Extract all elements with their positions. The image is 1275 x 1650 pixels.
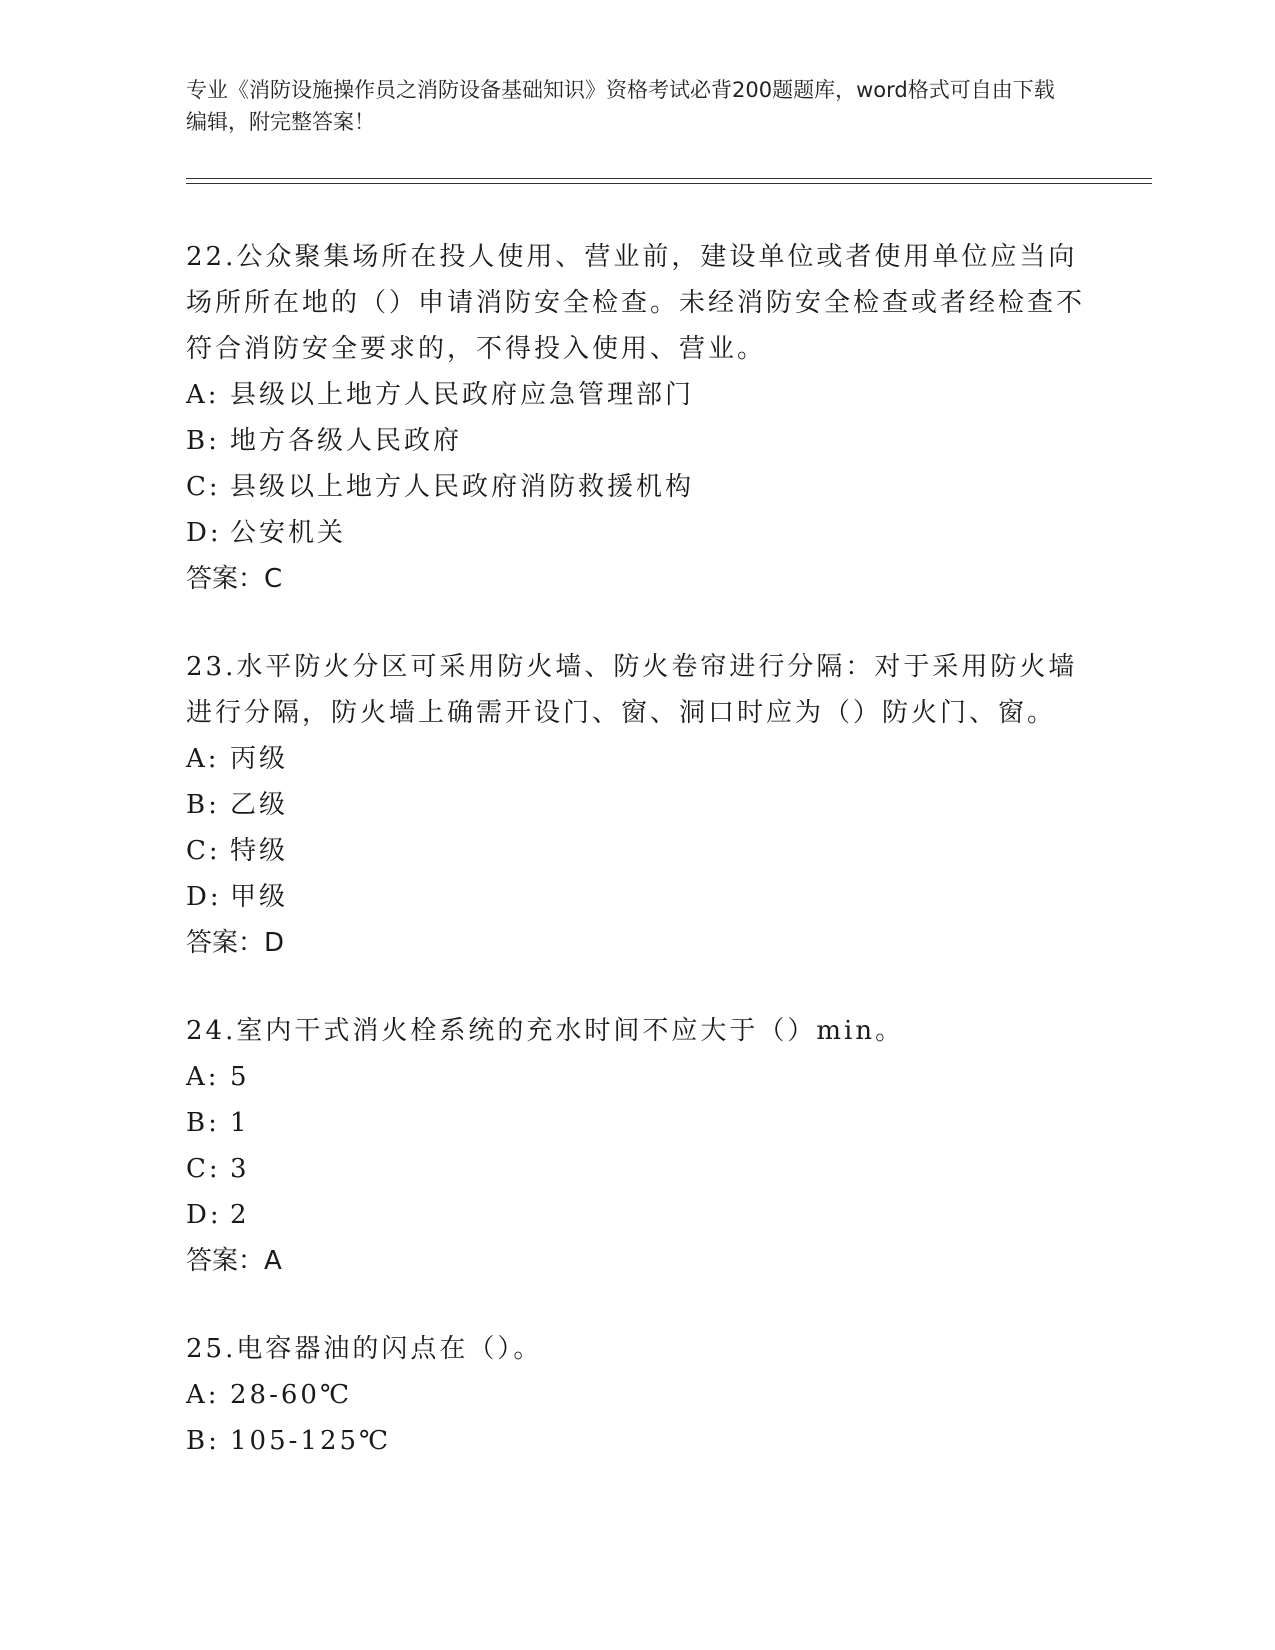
option-label: A:: [186, 744, 220, 774]
option-label: A:: [186, 1380, 220, 1410]
option-label: B:: [186, 1108, 220, 1138]
option-text: 乙级: [230, 790, 289, 820]
option-a: [186, 1372, 1086, 1418]
option-label: D:: [186, 882, 222, 912]
option-text: 105-125℃: [230, 1426, 392, 1456]
question-text: 22.公众聚集场所在投人使用、营业前，建设单位或者使用单位应当向场所所在地的（）申请消防安全检查。未经消防安全检查或者经检查不符合消防安全要求的，不得投入使用、营业。: [186, 242, 1086, 364]
question-list: [186, 234, 1086, 1506]
answer-line: 答案：D: [186, 928, 285, 958]
option-b: [186, 1100, 1086, 1146]
option-label: C:: [186, 836, 221, 866]
option-a: [186, 736, 1086, 782]
question-22: [186, 234, 1086, 602]
question-24: [186, 1008, 1086, 1284]
option-label: A:: [186, 1062, 220, 1092]
question-text: 23.水平防火分区可采用防火墙、防火卷帘进行分隔：对于采用防火墙进行分隔，防火墙上确需开设门、窗、洞口时应为（）防火门、窗。: [186, 652, 1078, 728]
option-c: [186, 828, 1086, 874]
option-label: D:: [186, 518, 222, 548]
question-23: [186, 644, 1086, 966]
option-d: [186, 510, 1086, 556]
option-label: B:: [186, 790, 220, 820]
answer-line: 答案：C: [186, 564, 283, 594]
option-text: 5: [230, 1062, 250, 1092]
option-label: A:: [186, 380, 220, 410]
option-text: 地方各级人民政府: [230, 426, 463, 456]
option-d: [186, 874, 1086, 920]
option-text: 2: [230, 1200, 250, 1230]
option-text: 1: [230, 1108, 250, 1138]
option-b: [186, 418, 1086, 464]
option-label: D:: [186, 1200, 222, 1230]
option-b: [186, 782, 1086, 828]
option-text: 甲级: [230, 882, 289, 912]
option-text: 县级以上地方人民政府消防救援机构: [230, 472, 695, 502]
option-text: 县级以上地方人民政府应急管理部门: [230, 380, 695, 410]
option-b: [186, 1418, 1086, 1464]
option-a: [186, 1054, 1086, 1100]
header-rule-top: [186, 178, 1152, 179]
header-rule-bottom: [186, 183, 1152, 184]
option-label: C:: [186, 1154, 221, 1184]
option-label: B:: [186, 426, 220, 456]
option-label: B:: [186, 1426, 220, 1456]
question-text: 24.室内干式消火栓系统的充水时间不应大于（）min。: [186, 1016, 905, 1046]
option-text: 特级: [230, 836, 289, 866]
answer-line: 答案：A: [186, 1246, 282, 1276]
option-text: 公安机关: [230, 518, 347, 548]
option-text: 丙级: [230, 744, 289, 774]
option-c: [186, 1146, 1086, 1192]
question-25: [186, 1326, 1086, 1464]
question-text: 25.电容器油的闪点在（）。: [186, 1334, 543, 1364]
option-d: [186, 1192, 1086, 1238]
option-text: 3: [230, 1154, 250, 1184]
option-label: C:: [186, 472, 221, 502]
option-text: 28-60℃: [230, 1380, 353, 1410]
option-c: [186, 464, 1086, 510]
document-header: 专业《消防设施操作员之消防设备基础知识》资格考试必背200题题库，word格式可自由下载编辑，附完整答案！: [186, 78, 1055, 134]
option-a: [186, 372, 1086, 418]
